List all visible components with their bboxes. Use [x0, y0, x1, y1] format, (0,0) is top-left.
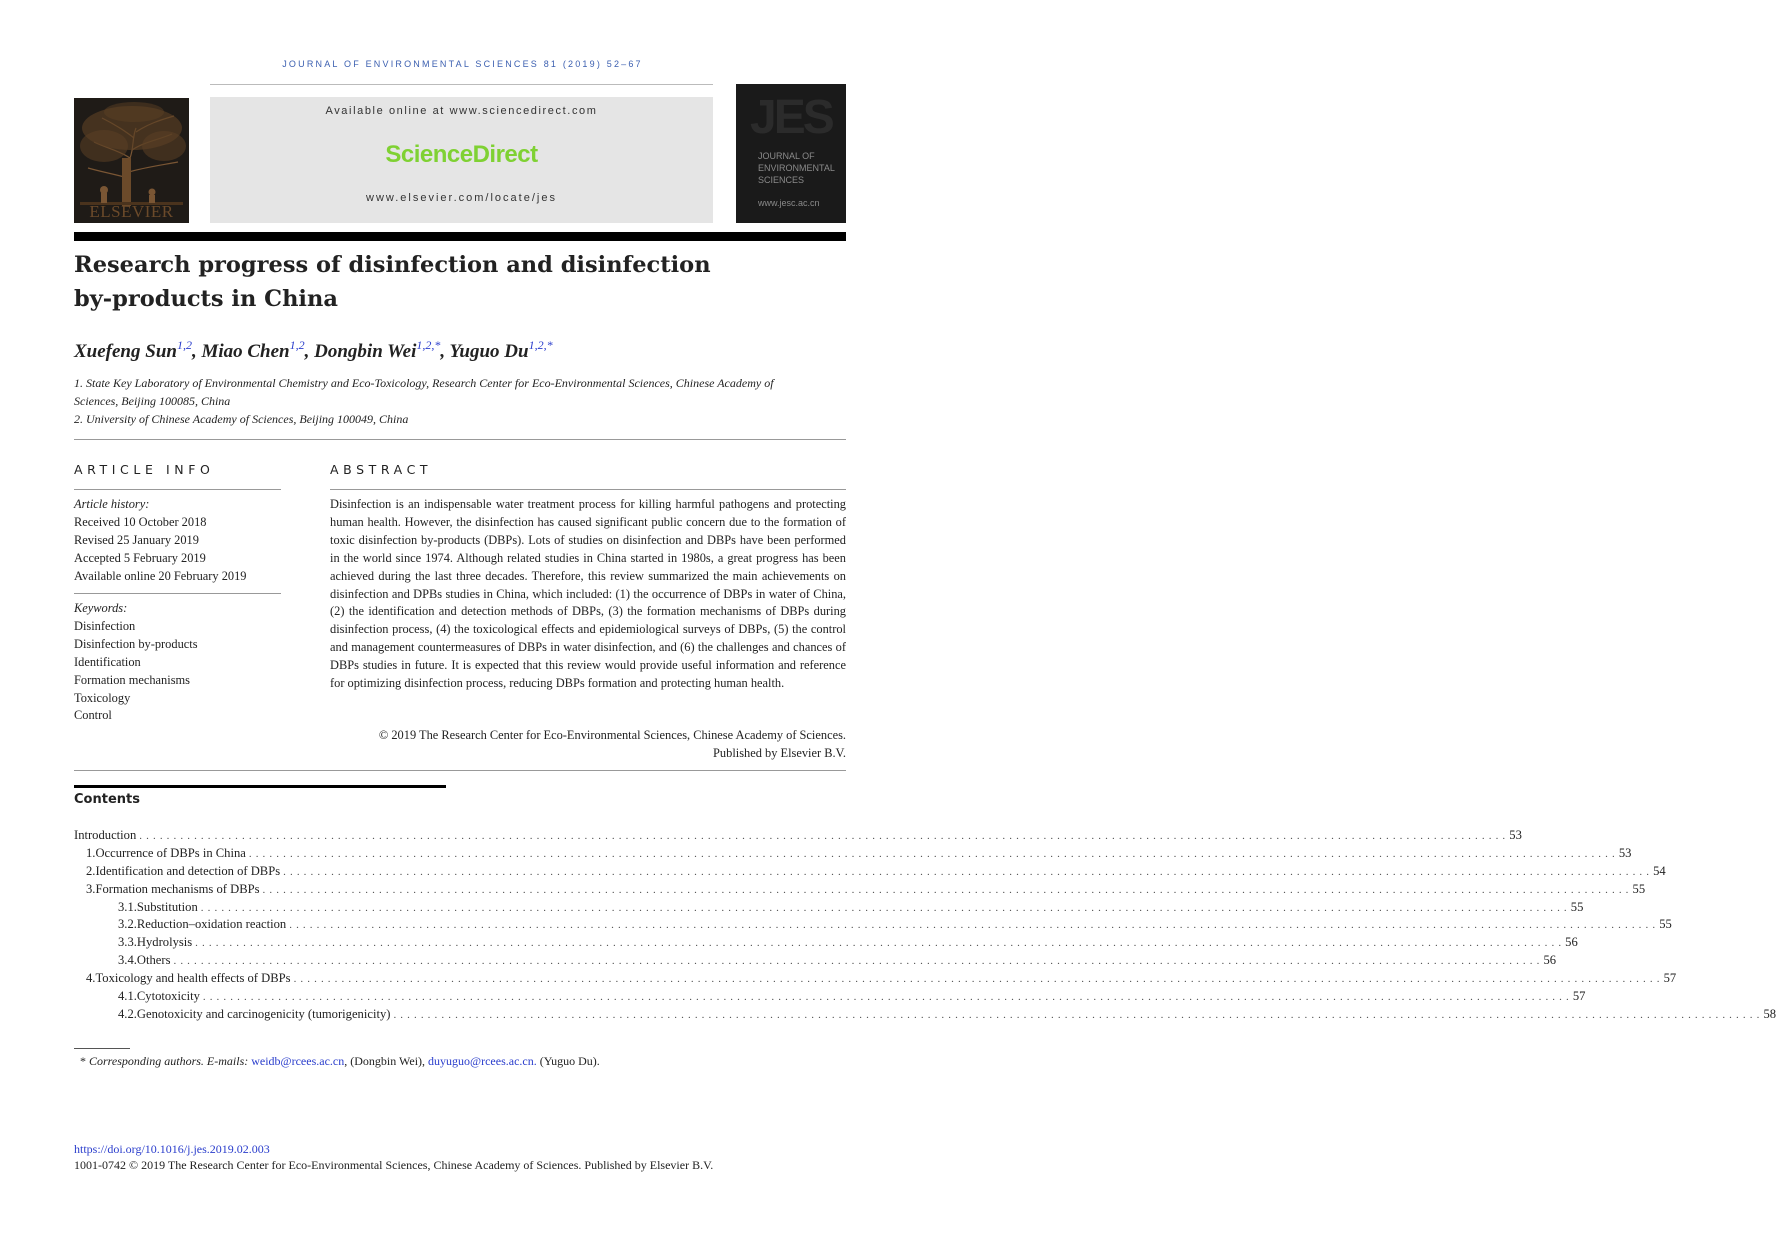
article-history [74, 496, 284, 586]
toc-page-number: 55 [1570, 899, 1584, 914]
toc-label: Cytotoxicity [137, 989, 203, 1004]
revised-date: Revised 25 January 2019 [74, 532, 199, 547]
email-link-wei[interactable]: weidb@rcees.ac.cn [251, 1054, 345, 1068]
jes-cover[interactable] [736, 84, 846, 223]
toc-label: Formation mechanisms of DBPs [95, 882, 262, 897]
emails-label: E-mails: [206, 1054, 249, 1068]
journal-url[interactable]: www.elsevier.com/locate/jes [366, 192, 557, 204]
keyword[interactable]: Disinfection by-products [74, 636, 198, 651]
available-online-text: Available online at www.sciencedirect.com [325, 105, 598, 117]
toc-leader: ........................................................................................................................................................................................................ [202, 991, 1573, 1004]
toc-entry[interactable] [74, 953, 1557, 971]
toc-entry[interactable] [74, 917, 1672, 935]
toc-page-number: 53 [1509, 828, 1522, 842]
toc-page-number: 58 [1763, 1006, 1776, 1021]
abstract-text: Disinfection is an indispensable water treatment process for killing harmful pathogens and protecting human health. However, the disinfection has caused significant public concern due to the formation of toxic disinfection by-products (DBPs). Lots of studies on disinfection and DBPs have been performed in the world since 1974. Although related studies in China started in 1980s, a great progress has been achieved during the last three decades. Therefore, this review summarized the main achievements on disinfection and DPBs studies in China, which included: (1) the occurrence of DBPs in water of China, (2) the identification and detection methods of DBPs, (3) the formation mechanisms of DBPs during disinfection process, (4) the toxicological effects and epidemiological surveys of DBPs, (5) the control and management countermeasures of DBPs in water disinfection, and (6) the challenges and chances of DBPs studies in future. It is expected that this review would provide useful information and reference for optimizing disinfection process, reducing DBPs formation and protecting human health. [330, 497, 846, 691]
toc-entry[interactable] [74, 845, 1632, 864]
toc-label: Toxicology and health effects of DBPs [95, 971, 293, 986]
toc-page-number: 56 [1543, 953, 1557, 968]
elsevier-wordmark: ELSEVIER [89, 202, 174, 221]
affiliation-rule [74, 439, 846, 440]
sciencedirect-logo[interactable]: ScienceDirect [385, 141, 538, 168]
running-header: JOURNAL OF ENVIRONMENTAL SCIENCES 81 (2019) 52–67 [282, 59, 643, 69]
toc-leader: ........................................................................................................................................................................................................ [139, 830, 1510, 842]
affiliation-1-line1: 1. State Key Laboratory of Environmental Chemistry and Eco-Toxicology, Research Center for Eco-Environmental Sciences, Chinese Academy of [74, 376, 774, 390]
abstract-heading: ABSTRACT [330, 462, 433, 477]
author-affil[interactable]: 1,2 [176, 338, 192, 352]
article-info-heading: ARTICLE INFO [74, 462, 215, 477]
toc-leader: ........................................................................................................................................................................................................ [200, 901, 1571, 914]
toc-leader: ........................................................................................................................................................................................................ [173, 955, 1544, 968]
toc-page-number: 53 [1618, 845, 1632, 860]
toc-leader: ........................................................................................................................................................................................................ [195, 937, 1566, 950]
toc-page-number: 57 [1572, 989, 1586, 1004]
toc-number: 3. [86, 881, 96, 896]
jes-logo: JES [750, 91, 832, 144]
toc-entry[interactable] [74, 881, 1646, 900]
author-name: Yuguo Du [449, 341, 529, 362]
footnote-star: * [80, 1054, 86, 1068]
keywords-list [74, 600, 284, 725]
keyword[interactable]: Toxicology [74, 690, 131, 705]
jes-subtitle [758, 150, 844, 186]
jes-line3: SCIENCES [758, 175, 805, 185]
title-line1: Research progress of disinfection and disinfection [74, 252, 711, 278]
toc-label: Occurrence of DBPs in China [95, 846, 248, 861]
toc-leader: ........................................................................................................................................................................................................ [393, 1008, 1764, 1021]
jes-line2: ENVIRONMENTAL [758, 163, 835, 173]
toc-number: 4. [86, 971, 96, 986]
toc-leader: ........................................................................................................................................................................................................ [262, 883, 1633, 896]
header-rule [210, 84, 713, 85]
toc-leader: ........................................................................................................................................................................................................ [293, 973, 1664, 986]
affiliation-2: 2. University of Chinese Academy of Sciences, Beijing 100049, China [74, 412, 409, 426]
table-of-contents [74, 828, 1776, 1025]
toc-leader: ........................................................................................................................................................................................................ [248, 847, 1619, 860]
abstract-rule-top [330, 489, 846, 490]
keyword[interactable]: Control [74, 708, 112, 723]
toc-entry[interactable] [74, 863, 1666, 882]
email-link-du[interactable]: duyuguo@rcees.ac.cn. [428, 1054, 537, 1068]
elsevier-logo[interactable] [74, 98, 189, 223]
email-name-du: (Yuguo Du). [539, 1054, 600, 1068]
toc-number: 3.2. [118, 917, 137, 932]
accepted-date: Accepted 5 February 2019 [74, 550, 206, 565]
keyword[interactable]: Disinfection [74, 618, 136, 633]
author-name: Miao Chen [201, 341, 290, 362]
toc-entry[interactable] [74, 899, 1584, 918]
info-rule-top [74, 489, 281, 490]
toc-entry[interactable] [74, 828, 1522, 846]
toc-label: Substitution [137, 900, 201, 915]
sciencedirect-banner [210, 97, 713, 223]
jes-line1: JOURNAL OF [758, 151, 815, 161]
corresponding-authors-footnote [80, 1054, 600, 1069]
affiliations [74, 374, 846, 428]
toc-number: 3.3. [118, 935, 137, 950]
toc-entry[interactable] [74, 971, 1677, 989]
toc-number: 3.4. [118, 953, 137, 968]
abstract-rule-bottom [74, 770, 846, 771]
toc-page-number: 55 [1632, 881, 1646, 896]
doi-link[interactable]: https://doi.org/10.1016/j.jes.2019.02.003 [74, 1142, 270, 1156]
toc-label: Hydrolysis [137, 935, 195, 950]
title-line2: by-products in China [74, 286, 338, 312]
toc-entry[interactable] [74, 989, 1586, 1007]
toc-leader: ........................................................................................................................................................................................................ [289, 919, 1660, 932]
toc-label: Introduction [74, 828, 139, 843]
toc-number: 2. [86, 863, 96, 878]
available-date: Available online 20 February 2019 [74, 568, 247, 583]
toc-entry[interactable] [74, 1006, 1776, 1025]
abstract-copyright: © 2019 The Research Center for Eco-Environmental Sciences, Chinese Academy of Sciences. [378, 728, 846, 742]
toc-page-number: 55 [1659, 917, 1672, 932]
author-affil[interactable]: 1,2 [289, 338, 305, 352]
toc-number: 4.1. [118, 989, 137, 1004]
toc-page-number: 54 [1653, 863, 1666, 878]
author-affil[interactable]: 1,2,* [416, 338, 441, 352]
jes-url: www.jesc.ac.cn [758, 198, 820, 208]
issn-copyright: 1001-0742 © 2019 The Research Center for Eco-Environmental Sciences, Chinese Academy of Sciences. Published by Elsevier B.V. [74, 1158, 714, 1172]
affiliation-1-line2: Sciences, Beijing 100085, China [74, 394, 231, 408]
footnote-rule [74, 1048, 130, 1049]
keyword[interactable]: Identification [74, 654, 141, 669]
contents-heading: Contents [74, 792, 140, 807]
article-title [74, 248, 774, 316]
info-rule-mid [74, 593, 281, 594]
keyword[interactable]: Formation mechanisms [74, 672, 190, 687]
toc-page-number: 57 [1663, 971, 1677, 986]
abstract-publisher: Published by Elsevier B.V. [713, 746, 846, 760]
keywords-label: Keywords: [74, 601, 128, 615]
contents-rule [74, 785, 446, 788]
history-label: Article history: [74, 497, 150, 511]
toc-page-number: 56 [1565, 935, 1578, 950]
toc-leader: ........................................................................................................................................................................................................ [283, 865, 1654, 878]
email-name-wei: , (Dongbin Wei), [344, 1054, 426, 1068]
author-affil[interactable]: 1,2,* [528, 338, 553, 352]
author-name: Dongbin Wei [314, 341, 417, 362]
toc-entry[interactable] [74, 935, 1578, 953]
toc-number: 1. [86, 845, 96, 860]
toc-label: Others [137, 953, 174, 968]
received-date: Received 10 October 2018 [74, 514, 207, 529]
toc-label: Reduction–oxidation reaction [137, 917, 289, 932]
toc-number: 4.2. [118, 1006, 137, 1021]
toc-label: Identification and detection of DBPs [95, 864, 283, 879]
toc-label: Genotoxicity and carcinogenicity (tumorigenicity) [137, 1007, 394, 1022]
title-rule [74, 232, 846, 241]
author-list: Xuefeng Sun$^{1,2}$, Miao Chen$^{1,2}$, Dongbin Wei$^{1,2,*}$, Yuguo $Du^{1,2,*}$ [74, 338, 553, 362]
toc-number: 3.1. [118, 899, 137, 914]
footnote-label: Corresponding authors. [89, 1054, 204, 1068]
author-name: Xuefeng Sun [74, 341, 177, 362]
